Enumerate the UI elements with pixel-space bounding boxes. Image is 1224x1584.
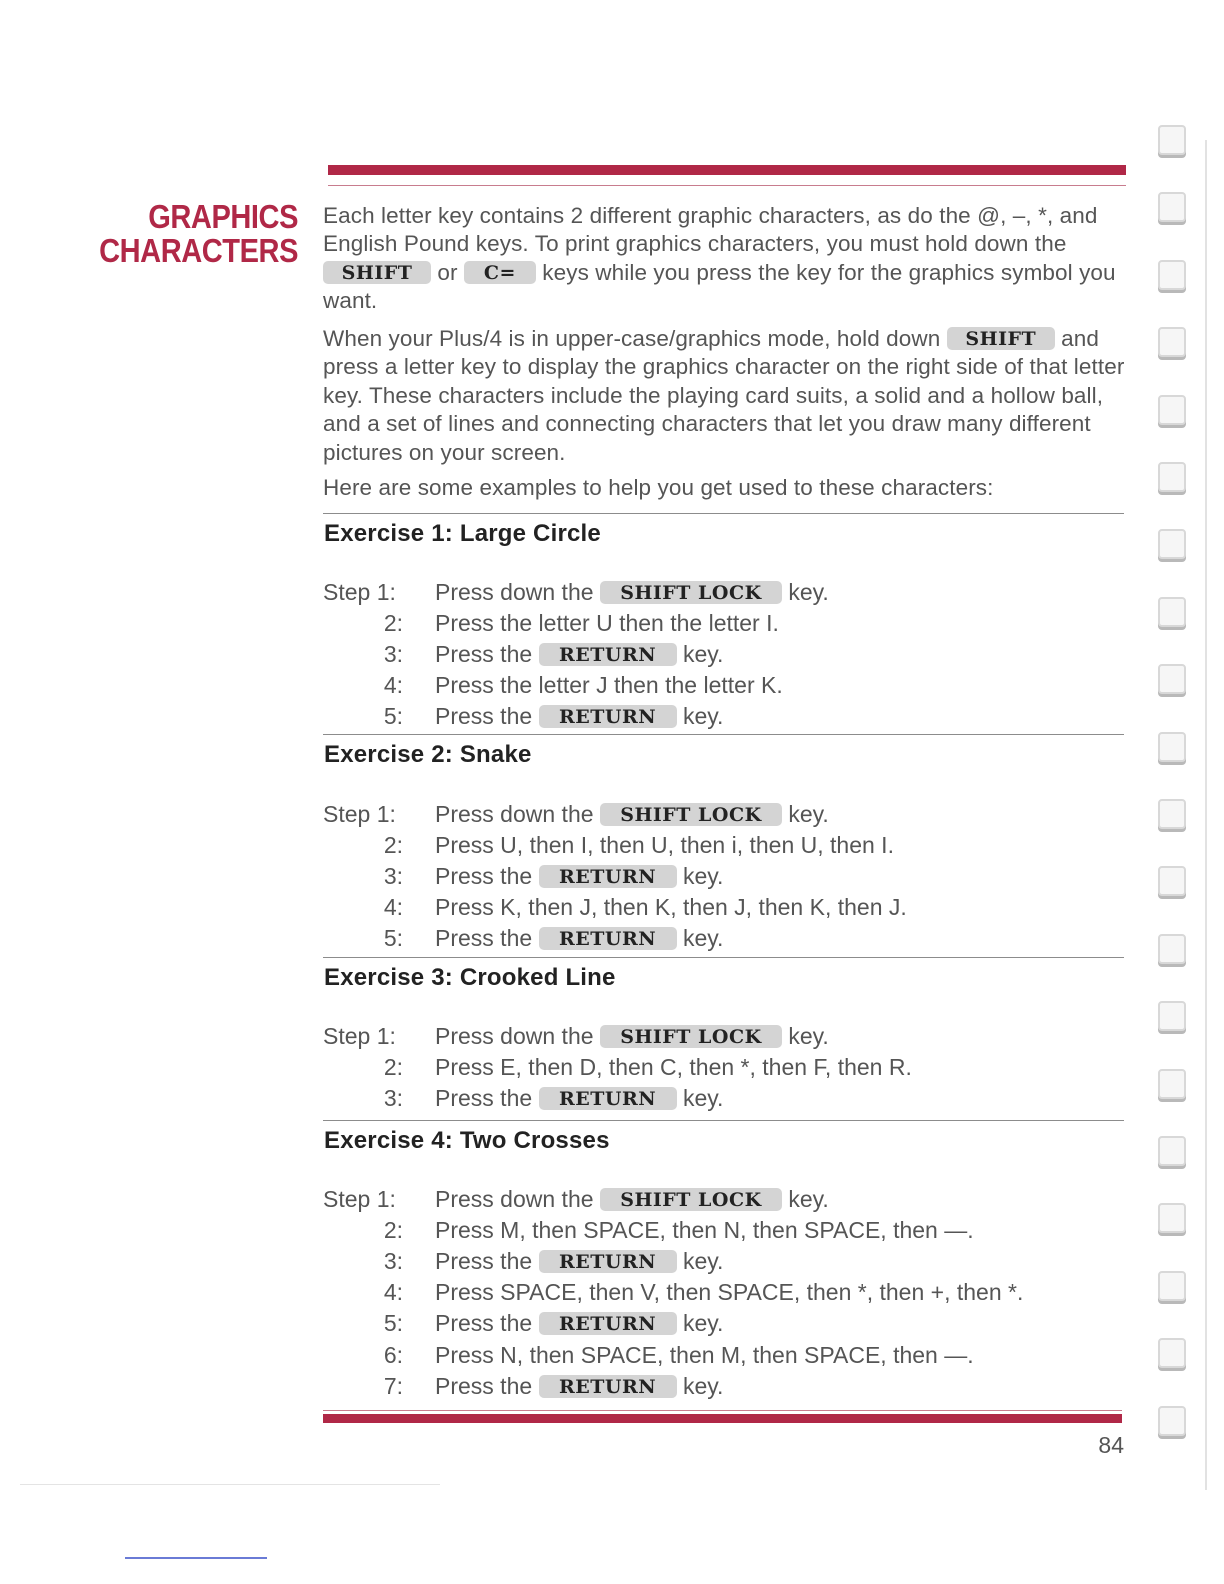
footer-rule <box>20 1484 440 1485</box>
step-label: Step 1: <box>323 1023 396 1049</box>
exercise-step <box>323 799 1123 830</box>
step-text <box>435 577 829 608</box>
step-text <box>435 608 779 639</box>
step-text <box>435 1083 723 1114</box>
page-number: 84 <box>1098 1432 1124 1458</box>
step-instruction-suffix: key. <box>682 863 724 889</box>
step-text <box>435 701 723 732</box>
intro-p1-text-b: keys while you press the key for the graphics symbol you want. <box>323 259 1116 314</box>
step-text <box>435 892 907 923</box>
step-instruction: Press the <box>435 641 533 667</box>
bottom-red-bar <box>323 1414 1122 1423</box>
step-label: 2: <box>383 1054 403 1080</box>
binder-hole-icon <box>1158 1069 1186 1099</box>
step-instruction: Press the <box>435 863 533 889</box>
step-instruction: Press the <box>435 1310 533 1336</box>
return-key: RETURN <box>539 1312 677 1335</box>
section-title-line-1: GRAPHICS <box>148 198 298 235</box>
binder-hole-icon <box>1158 1406 1186 1436</box>
exercise-step <box>323 923 1123 954</box>
step-label: 2: <box>383 832 403 858</box>
step-instruction: Press the <box>435 703 533 729</box>
step-label: 4: <box>383 1279 403 1305</box>
step-text <box>435 1277 1023 1308</box>
step-instruction-suffix: key. <box>788 801 829 827</box>
step-instruction-suffix: key. <box>788 1186 829 1212</box>
exercise-step <box>323 670 1123 701</box>
binder-hole-icon <box>1158 462 1186 492</box>
exercise-title: Exercise 3: Crooked Line <box>324 964 616 991</box>
exercise-step <box>323 892 1123 923</box>
step-label: 2: <box>383 1217 403 1243</box>
step-instruction: Press M, then SPACE, then N, then SPACE, then —. <box>435 1217 974 1243</box>
exercise-step <box>323 608 1123 639</box>
step-label: 7: <box>383 1373 403 1399</box>
exercise-divider <box>323 734 1124 735</box>
step-instruction-suffix: key. <box>682 641 724 667</box>
step-text <box>435 1021 829 1052</box>
binder-hole-icon <box>1158 1271 1186 1301</box>
return-key: RETURN <box>539 1087 677 1110</box>
step-instruction: Press the letter J then the letter K. <box>435 672 783 698</box>
shift-lock-key: SHIFT LOCK <box>600 1188 782 1211</box>
step-instruction: Press SPACE, then V, then SPACE, then *, then +, then *. <box>435 1279 1024 1305</box>
step-instruction-suffix: key. <box>682 1248 724 1274</box>
binder-hole-icon <box>1158 732 1186 762</box>
exercise-step <box>323 830 1123 861</box>
exercise-step <box>323 1371 1123 1402</box>
step-label: 4: <box>383 894 403 920</box>
return-key: RETURN <box>539 927 677 950</box>
exercise-title: Exercise 4: Two Crosses <box>324 1127 610 1154</box>
exercise-title: Exercise 1: Large Circle <box>324 520 601 547</box>
binder-hole-icon <box>1158 1136 1186 1166</box>
bottom-thin-rule <box>323 1410 1122 1411</box>
intro-p1-or: or <box>437 259 458 285</box>
binder-hole-icon <box>1158 1338 1186 1368</box>
exercise-step <box>323 639 1123 670</box>
step-text <box>435 1340 974 1371</box>
binder-hole-icon <box>1158 934 1186 964</box>
footer-link-underline <box>125 1557 267 1559</box>
exercise-step <box>323 1308 1123 1339</box>
commodore-key: C= <box>464 261 536 284</box>
step-instruction: Press N, then SPACE, then M, then SPACE, then —. <box>435 1342 974 1368</box>
section-title <box>89 200 298 268</box>
step-text <box>435 1184 829 1215</box>
binder-hole-icon <box>1158 529 1186 559</box>
step-label: Step 1: <box>323 1186 396 1212</box>
binder-hole-icon <box>1158 327 1186 357</box>
shift-lock-key: SHIFT LOCK <box>600 581 782 604</box>
step-label: 5: <box>383 703 403 729</box>
return-key: RETURN <box>539 865 677 888</box>
step-instruction: Press down the <box>435 579 594 605</box>
exercise-step <box>323 701 1123 732</box>
step-text <box>435 639 723 670</box>
binder-holes <box>1150 125 1190 1465</box>
exercise-step <box>323 577 1123 608</box>
step-text <box>435 799 829 830</box>
binder-hole-icon <box>1158 664 1186 694</box>
step-instruction-suffix: key. <box>682 1085 724 1111</box>
intro-p2-text-a: When your Plus/4 is in upper-case/graphics mode, hold down <box>323 326 941 351</box>
step-instruction: Press the <box>435 925 533 951</box>
step-text <box>435 670 783 701</box>
shift-key: SHIFT <box>947 327 1055 350</box>
binder-hole-icon <box>1158 1001 1186 1031</box>
return-key: RETURN <box>539 1250 677 1273</box>
exercise-divider <box>323 1120 1124 1121</box>
step-label: 6: <box>383 1342 403 1368</box>
exercise-step <box>323 1340 1123 1371</box>
binder-hole-icon <box>1158 1203 1186 1233</box>
step-instruction: Press the <box>435 1085 533 1111</box>
step-instruction: Press down the <box>435 1023 594 1049</box>
binder-hole-icon <box>1158 597 1186 627</box>
step-text <box>435 1215 974 1246</box>
exercise-step <box>323 1184 1123 1215</box>
step-instruction: Press the <box>435 1373 533 1399</box>
binder-hole-icon <box>1158 395 1186 425</box>
exercise-step <box>323 1246 1123 1277</box>
step-text <box>435 1052 912 1083</box>
exercise-divider <box>323 513 1124 514</box>
step-instruction-suffix: key. <box>788 1023 829 1049</box>
step-instruction: Press U, then I, then U, then i, then U, then I. <box>435 832 894 858</box>
step-instruction: Press K, then J, then K, then J, then K, then J. <box>435 894 907 920</box>
step-label: 2: <box>383 610 403 636</box>
step-label: Step 1: <box>323 579 396 605</box>
exercise-step <box>323 1052 1123 1083</box>
step-instruction: Press down the <box>435 801 594 827</box>
step-instruction: Press E, then D, then C, then *, then F, then R. <box>435 1054 912 1080</box>
intro-p2-text-b: and press a letter key to display the graphics character on the right side of that letter key. These characters include the playing card suits, a solid and a hollow ball, and a set of lines and connecting characters that let you draw many different pictures on your screen. <box>323 326 1125 465</box>
step-label: 5: <box>383 1310 403 1336</box>
step-label: 3: <box>383 641 403 667</box>
shift-key: SHIFT <box>323 261 431 284</box>
step-text <box>435 923 723 954</box>
shift-lock-key: SHIFT LOCK <box>600 1025 782 1048</box>
top-red-bar <box>328 165 1126 175</box>
step-label: Step 1: <box>323 801 396 827</box>
exercise-divider <box>323 957 1124 958</box>
section-title-line-2: CHARACTERS <box>99 232 298 269</box>
binder-hole-icon <box>1158 866 1186 896</box>
exercise-step <box>323 1083 1123 1114</box>
step-text <box>435 1371 723 1402</box>
step-label: 4: <box>383 672 403 698</box>
step-text <box>435 1308 723 1339</box>
step-instruction-suffix: key. <box>682 1310 724 1336</box>
step-label: 5: <box>383 925 403 951</box>
exercise-step <box>323 1277 1123 1308</box>
exercise-step <box>323 861 1123 892</box>
step-text <box>435 1246 723 1277</box>
step-label: 3: <box>383 863 403 889</box>
step-instruction: Press the letter U then the letter I. <box>435 610 779 636</box>
step-label: 3: <box>383 1248 403 1274</box>
top-thin-rule <box>328 185 1126 186</box>
binder-hole-icon <box>1158 799 1186 829</box>
binder-hole-icon <box>1158 260 1186 290</box>
step-instruction-suffix: key. <box>682 703 724 729</box>
step-label: 3: <box>383 1085 403 1111</box>
exercise-step <box>323 1215 1123 1246</box>
return-key: RETURN <box>539 643 677 666</box>
return-key: RETURN <box>539 705 677 728</box>
exercise-step <box>323 1021 1123 1052</box>
step-instruction-suffix: key. <box>682 925 724 951</box>
step-instruction: Press down the <box>435 1186 594 1212</box>
binder-hole-icon <box>1158 125 1186 155</box>
intro-paragraph-1 <box>323 202 1128 316</box>
page-edge <box>1205 140 1207 1490</box>
intro-paragraph-2 <box>323 325 1128 467</box>
step-instruction: Press the <box>435 1248 533 1274</box>
exercise-title: Exercise 2: Snake <box>324 741 532 768</box>
binder-hole-icon <box>1158 192 1186 222</box>
return-key: RETURN <box>539 1375 677 1398</box>
intro-paragraph-3: Here are some examples to help you get used to these characters: <box>323 475 994 500</box>
step-text <box>435 830 894 861</box>
shift-lock-key: SHIFT LOCK <box>600 803 782 826</box>
step-text <box>435 861 723 892</box>
intro-p1-text-a: Each letter key contains 2 different graphic characters, as do the @, –, *, and English Pound keys. To print graphics characters, you must hold down the <box>323 203 1098 257</box>
step-instruction-suffix: key. <box>788 579 829 605</box>
step-instruction-suffix: key. <box>682 1373 724 1399</box>
